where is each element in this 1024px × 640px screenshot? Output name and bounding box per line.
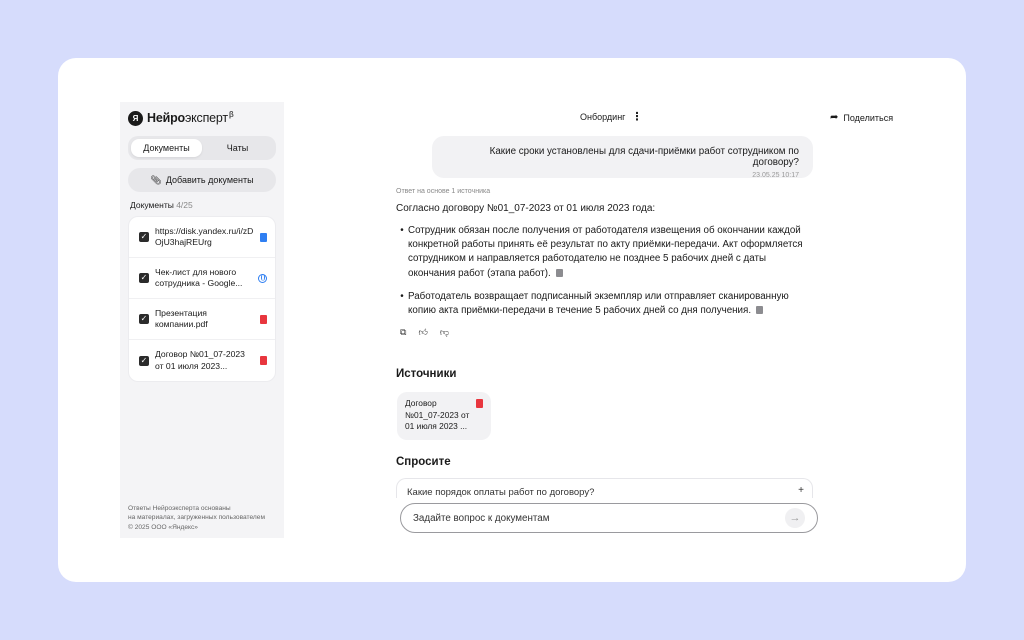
paperclip-icon: 📎︎ [150,174,162,185]
more-vertical-icon[interactable]: ⋮ [631,110,643,123]
brand [128,110,276,126]
share-arrow-icon: ➦ [830,112,839,123]
document-checkbox[interactable]: ✓ [140,314,148,323]
add-documents-button[interactable] [128,168,276,192]
sidebar [120,102,284,538]
question-input-bar [400,503,818,533]
ask-heading: Спросите [396,456,451,468]
documents-header: Документы 4/25 [130,200,193,210]
file-icon [260,233,267,242]
answer-actions [396,327,816,338]
app-window [58,58,966,582]
source-card-title: Договор №01_07-2023 от 01 июля 2023 ... [405,398,470,431]
sidebar-tabs [128,136,276,160]
document-item[interactable] [129,217,275,258]
assistant-answer [396,188,816,338]
source-doc-icon[interactable] [556,269,563,277]
thumbs-up-icon[interactable]: 👍︎ [418,327,428,338]
footer-note: Ответы Нейроэксперта основаны на материалах, загруженных пользователем © 2025 ООО «Яндекс» [128,504,265,531]
copy-icon[interactable]: ⧉ [400,327,407,338]
answer-lead: Согласно договору №01_07-2023 от 01 июля 2023 года: [396,203,656,214]
chat-title[interactable]: Онбординг ⋮ [580,110,643,123]
document-title: Договор №01_07-2023 от 01 июля 2023... [155,349,245,371]
document-item[interactable] [129,340,275,381]
user-message [432,136,813,178]
source-doc-icon[interactable] [756,306,763,314]
document-title: https://disk.yandex.ru/i/zDOjU3hajREUrg [155,225,254,247]
document-checkbox[interactable]: ✓ [140,232,148,241]
question-input[interactable] [413,513,785,524]
yandex-logo-icon: Я [128,111,143,126]
thumbs-down-icon[interactable]: 👎︎ [439,327,449,338]
user-message-text: Какие сроки установлены для сдачи-приёмки работ сотрудником по договору? [489,146,799,168]
document-list [128,216,276,382]
tab-chats[interactable]: Чаты [226,143,249,153]
pdf-icon [476,399,483,408]
document-title: Чек-лист для нового сотрудника - Google... [155,266,243,288]
add-documents-label: Добавить документы [165,175,254,185]
tab-documents[interactable]: Документы [131,139,202,157]
documents-count: 4/25 [176,200,193,210]
suggested-question[interactable]: Какие порядок оплаты работ по договору? + [396,478,813,498]
message-timestamp: 23.05.25 10:17 [752,172,799,179]
pdf-icon [260,315,267,324]
share-button[interactable]: ➦ Поделиться [830,112,894,123]
document-checkbox[interactable]: ✓ [140,273,148,282]
source-card[interactable] [397,392,491,440]
answer-bullet: • Сотрудник обязан после получения от работодателя извещения об окончании каждой конкретной работы принять её результат по акту приёмки-передачи. Акт оформляется сотрудником и направляется работодателю не позднее 5 рабочих дней с даты окончания работ (этапа работ). [400,225,803,279]
plus-icon: + [798,485,804,496]
brand-name: Нейроэксперт$^\beta$ [147,110,234,126]
answer-meta: Ответ на основе 1 источника [396,188,491,195]
globe-icon [258,274,267,283]
document-item[interactable] [129,299,275,340]
send-arrow-icon[interactable]: → [785,508,805,528]
answer-bullet: • Работодатель возвращает подписанный экземпляр или отправляет сканированную копию акта приёмки-передачи в течение 5 рабочих дней со дня получения. [400,290,789,317]
document-item[interactable] [129,258,275,299]
document-checkbox[interactable]: ✓ [140,355,148,365]
sources-heading: Источники [396,368,457,380]
document-title: Презентация компании.pdf [155,307,208,329]
pdf-icon [260,356,267,365]
